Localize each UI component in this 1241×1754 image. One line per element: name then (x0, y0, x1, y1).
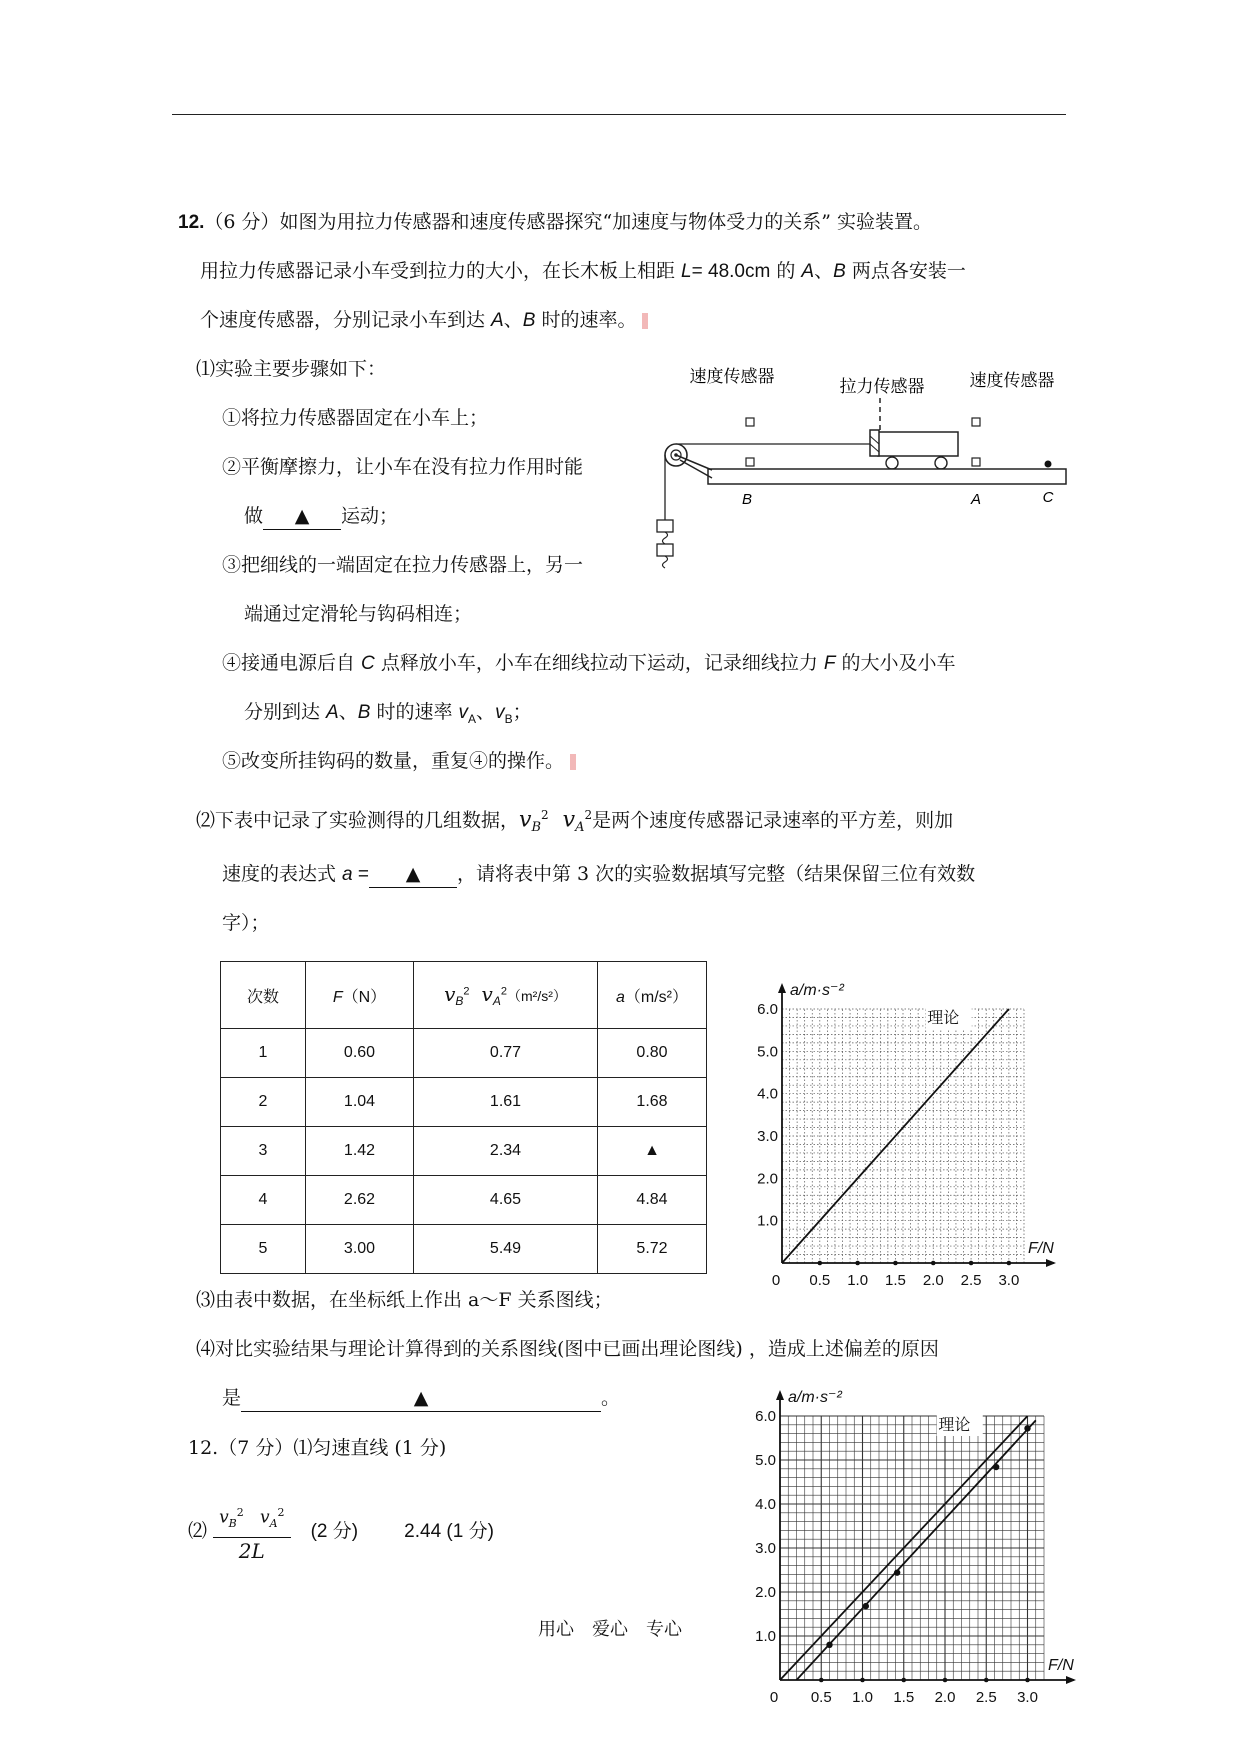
x-tick-dot (893, 1261, 898, 1266)
x-tick-label: 2.5 (960, 1272, 982, 1289)
chart-answer (740, 1380, 1090, 1720)
x-tick-label: 1.0 (852, 1689, 873, 1706)
label-speed-sensor-right: 速度传感器 (969, 371, 1055, 390)
step-3a: ③把细线的一端固定在拉力传感器上，另一 (222, 554, 584, 576)
svg-text:B: B (741, 491, 753, 508)
x-tick-label: 1.5 (885, 1272, 906, 1289)
table-row: 2 1.04 1.61 1.68 (221, 1078, 707, 1127)
problem-line-2: 用拉力传感器记录小车受到拉力的大小，在长木板上相距 L= 48.0cm 的 A、B 两点各安装一 (200, 260, 966, 282)
blank-1: ▲ (263, 503, 341, 530)
step-5: ⑤改变所挂钩码的数量，重复④的操作。 (222, 748, 576, 774)
x-tick-label: 2.5 (975, 1689, 997, 1706)
speed-sensor-upper-left-icon (746, 418, 754, 426)
x-tick-dot (901, 1678, 906, 1683)
cart-wheel-left (886, 457, 898, 469)
answer-line-2: ⑵ $\frac{v_B^2 v_A^2}{2L}$ (2 分) 2.44 (1 分) (188, 1500, 494, 1564)
table-row: 4 2.62 4.65 4.84 (221, 1176, 707, 1225)
header-force: F（N） (306, 962, 414, 1029)
part4-line-1: ⑷对比实验结果与理论计算得到的关系图线(图中已画出理论图线) ，造成上述偏差的原因 (196, 1338, 939, 1360)
step-1: ①将拉力传感器固定在小车上； (222, 407, 489, 429)
y-axis-arrow (778, 983, 786, 993)
x-tick-dot (943, 1678, 948, 1683)
speed-sensor-upper-right-icon (972, 418, 980, 426)
point-c-marker (1045, 461, 1052, 468)
y-tick-label: 4.0 (757, 1085, 778, 1103)
hook-weight-2 (657, 544, 673, 556)
annotation-label: 理论 (938, 1415, 971, 1434)
annotation-label: 理论 (927, 1008, 960, 1027)
problem-line-1: 12.（6 分）如图为用拉力传感器和速度传感器探究“加速度与物体受力的关系” 实验装置。 (178, 211, 933, 233)
y-axis-arrow (776, 1390, 784, 1400)
data-point (863, 1603, 869, 1609)
table-row: 3 1.42 2.34 ▲ (221, 1127, 707, 1176)
blank-2: ▲ (369, 861, 457, 888)
y-tick-label: 1.0 (757, 1212, 778, 1230)
y-tick-label: 4.0 (755, 1496, 776, 1513)
y-axis-label: a/m·s⁻² (790, 982, 844, 999)
x-tick-label: 1.5 (893, 1689, 915, 1706)
apparatus-diagram (650, 360, 1080, 580)
speed-sensor-a-icon (972, 458, 980, 466)
table-row: 5 3.00 5.49 5.72 (221, 1225, 707, 1274)
step-4b: 分别到达 A、B 时的速率 $v_A$、$v_B$； (244, 701, 532, 726)
chart-question (730, 975, 1070, 1295)
step-2a: ②平衡摩擦力，让小车在没有拉力作用时能 (222, 456, 584, 478)
part2-line-3: 字）； (222, 912, 270, 934)
y-tick-label: 6.0 (757, 1001, 778, 1018)
header-acceleration: a（m/s²） (598, 962, 707, 1029)
problem-line-3: 个速度传感器，分别记录小车到达 A、B 时的速率。 (200, 307, 648, 334)
answer-line-1: 12.（7 分）⑴匀速直线 (1 分) (188, 1437, 447, 1459)
x-tick-dot (1007, 1261, 1012, 1266)
long-board (708, 469, 1066, 484)
x-tick-label: 1.0 (847, 1272, 869, 1289)
step-2b: 做 ▲ 运动； (244, 503, 398, 530)
x-axis-arrow (1066, 1676, 1076, 1684)
x-tick-label: 2.0 (934, 1689, 956, 1706)
data-table (220, 961, 707, 1274)
y-axis-label: a/m·s⁻² (788, 1389, 842, 1406)
x-tick-label: 0.5 (810, 1689, 832, 1706)
x-tick-dot (969, 1261, 974, 1266)
y-tick-label: 2.0 (755, 1584, 776, 1601)
y-tick-label: 6.0 (755, 1408, 776, 1425)
x-tick-dot (819, 1678, 824, 1683)
x-tick-dot (818, 1261, 823, 1266)
x-tick-label: 0 (769, 1689, 779, 1706)
x-tick-dot (931, 1261, 936, 1266)
table-header-row (221, 962, 707, 1029)
hook-weight-1 (657, 520, 673, 532)
x-tick-label: 0 (771, 1272, 781, 1289)
y-tick-label: 2.0 (757, 1170, 778, 1188)
label-speed-sensor-left: 速度传感器 (689, 367, 775, 386)
x-tick-label: 3.0 (998, 1272, 1020, 1289)
x-axis-arrow (1046, 1259, 1056, 1267)
x-axis-label: F/N (1028, 1240, 1054, 1257)
svg-text:A: A (970, 491, 982, 508)
step-3b: 端通过定滑轮与钩码相连； (244, 603, 473, 625)
x-tick-label: 0.5 (809, 1272, 831, 1289)
blank-3: ▲ (241, 1385, 601, 1412)
step-4a: ④接通电源后自 C 点释放小车，小车在细线拉动下运动，记录细线拉力 F 的大小及小车 (222, 652, 956, 674)
part2-line-1: ⑵下表中记录了实验测得的几组数据，$v_B^2$ $v_A^2$是两个速度传感器记录速率的平方差，则加 (196, 807, 954, 836)
x-tick-dot (855, 1261, 860, 1266)
table-row: 1 0.60 0.77 0.80 (221, 1029, 707, 1078)
header-trial: 次数 (221, 962, 306, 1029)
header-rule (172, 114, 1066, 115)
footer-text: 用心 爱心 专心 (538, 1619, 682, 1640)
acceleration-formula: $\frac{v_B^2 v_A^2}{2L}$ (213, 1500, 290, 1564)
cart-body (878, 432, 958, 456)
y-tick-label: 3.0 (757, 1128, 778, 1145)
speed-sensor-b-icon (746, 458, 754, 466)
part2-line-2: 速度的表达式 a = ▲ ，请将表中第 3 次的实验数据填写完整（结果保留三位有效数 (222, 861, 975, 888)
data-point (826, 1642, 832, 1648)
data-point (894, 1569, 900, 1575)
cart-wheel-right (935, 457, 947, 469)
y-tick-label: 1.0 (755, 1628, 776, 1645)
steps-heading: ⑴实验主要步骤如下： (196, 358, 387, 380)
x-tick-label: 2.0 (922, 1272, 944, 1289)
x-tick-label: 3.0 (1017, 1689, 1038, 1706)
svg-text:C: C (1042, 489, 1054, 506)
x-tick-dot (1025, 1678, 1030, 1683)
x-tick-dot (984, 1678, 989, 1683)
part3: ⑶由表中数据，在坐标纸上作出 a～F 关系图线； (196, 1289, 613, 1311)
data-point (1024, 1425, 1030, 1431)
data-point (993, 1464, 999, 1470)
problem-number: 12. (178, 212, 205, 233)
edit-mark (642, 313, 648, 329)
x-tick-dot (860, 1678, 865, 1683)
header-velocity-diff: $v_B^2$ $v_A^2(m^2/s^2)$ (414, 962, 598, 1029)
y-tick-label: 3.0 (755, 1540, 776, 1557)
label-force-sensor: 拉力传感器 (839, 377, 925, 396)
part4-line-2: 是 ▲ 。 (222, 1385, 620, 1412)
experiment-line (797, 1420, 1036, 1680)
x-axis-label: F/N (1048, 1657, 1074, 1674)
y-tick-label: 5.0 (757, 1043, 778, 1061)
y-tick-label: 5.0 (755, 1452, 776, 1469)
